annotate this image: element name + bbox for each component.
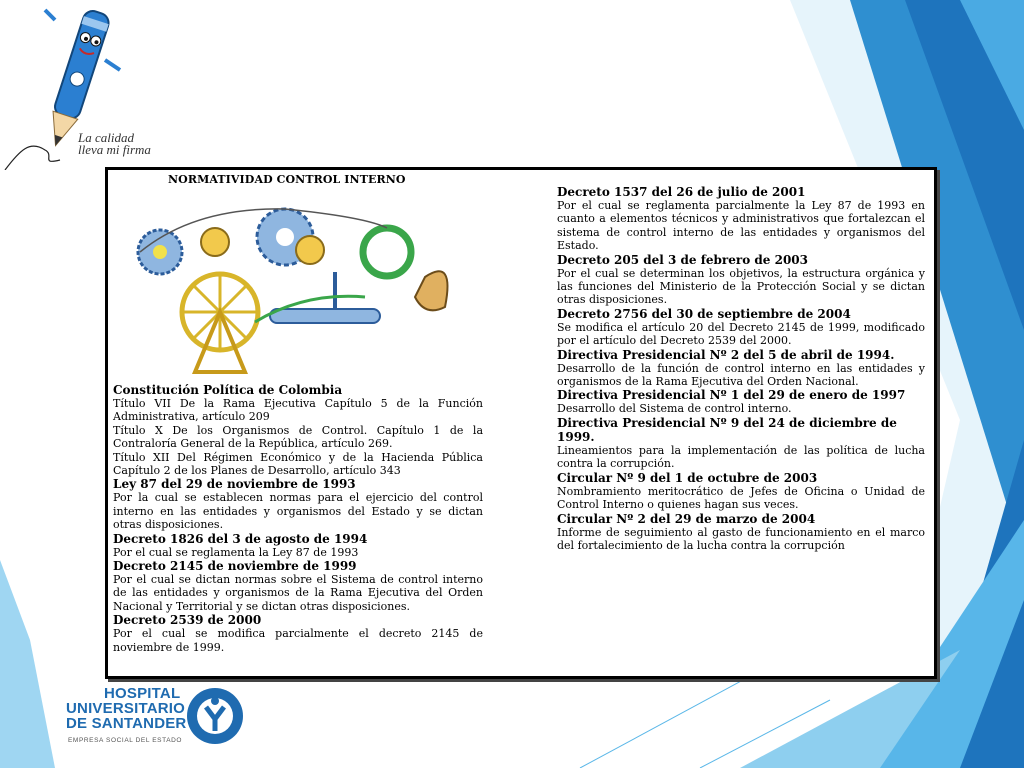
entry-heading: Directiva Presidencial Nº 9 del 24 de diciembre de 1999. [557, 415, 897, 444]
tagline [78, 132, 151, 156]
hospital-emblem-icon [184, 685, 246, 747]
entry-body: Título X De los Organismos de Control. Capítulo 1 de la Contraloría General de la República, artículo 269. [113, 423, 483, 451]
entry-heading: Decreto 2756 del 30 de septiembre de 2004 [557, 306, 851, 321]
entry-body: Título VII De la Rama Ejecutiva Capítulo 5 de la Función Administrativa, artículo 209 [113, 397, 483, 424]
entry-body: Desarrollo del Sistema de control interno. [557, 402, 792, 416]
entry-heading: Circular Nº 9 del 1 de octubre de 2003 [557, 470, 818, 485]
entry-heading: Circular Nº 2 del 29 de marzo de 2004 [557, 511, 816, 526]
document-title: NORMATIVIDAD CONTROL INTERNO [168, 173, 406, 186]
entry-heading: Constitución Política de Colombia [113, 383, 343, 397]
entry-body: Por la cual se establecen normas para el ejercicio del control interno en las entidades y organismos del Estado y se dictan otras disposiciones. [113, 491, 483, 532]
tagline-line2: lleva mi firma [78, 142, 151, 157]
entry-body: Por el cual se determinan los objetivos, la estructura orgánica y las funciones del Ministerio de la Protección Social y se dictan otras disposiciones. [557, 266, 925, 307]
entry-heading: Decreto 1537 del 26 de julio de 2001 [557, 185, 806, 199]
entry-heading: Decreto 1826 del 3 de agosto de 1994 [113, 531, 368, 546]
entry-body: Nombramiento meritocrático de Jefes de Oficina o Unidad de Control Interno o quienes hagan sus veces. [557, 484, 925, 512]
entry-body: Desarrollo de la función de control interno en las entidades y organismos de la Rama Ejecutiva del Orden Nacional. [557, 361, 925, 389]
gears-illustration [135, 197, 465, 377]
entry-heading: Decreto 205 del 3 de febrero de 2003 [557, 252, 808, 267]
entry-heading: Directiva Presidencial Nº 2 del 5 de abril de 1994. [557, 347, 895, 362]
hospital-line3: DE SANTANDER [66, 715, 187, 732]
hospital-line1: HOSPITAL [104, 685, 181, 702]
entry-body: Lineamientos para la implementación de las política de lucha contra la corrupción. [557, 443, 925, 471]
tagline-line1: La calidad [78, 130, 134, 145]
left-column [113, 383, 483, 654]
entry-heading: Decreto 2539 de 2000 [113, 613, 262, 628]
hospital-name [66, 686, 186, 731]
entry-body: Por el cual se reglamenta parcialmente la Ley 87 de 1993 en cuanto a elementos técnicos y administrativos que fortalezcan el sistema de control interno de las entidades y organismos del Estado. [557, 199, 925, 253]
entry-body: Por el cual se dictan normas sobre el Sistema de control interno de las entidades y organismos de la Rama Ejecutiva del Orden Nacional y Territorial y se dictan otras disposiciones. [113, 573, 483, 613]
entry-heading: Decreto 2145 de noviembre de 1999 [113, 559, 357, 574]
entry-body: Se modifica el artículo 20 del Decreto 2145 de 1999, modificado por el artículo del Decreto 2539 del 2000. [557, 320, 925, 348]
document-frame [105, 167, 937, 679]
entry-body: Título XII Del Régimen Económico y de la Hacienda Pública Capítulo 2 de los Planes de Desarrollo, artículo 343 [113, 450, 483, 478]
hospital-logo [66, 683, 256, 749]
right-column [557, 185, 925, 552]
hospital-subtitle: EMPRESA SOCIAL DEL ESTADO [68, 737, 183, 744]
entry-body: Informe de seguimiento al gasto de funcionamiento en el marco del fortalecimiento de la lucha contra la corrupción [557, 525, 925, 552]
entry-body: Por el cual se reglamenta la Ley 87 de 1993 [113, 545, 359, 559]
entry-heading: Ley 87 del 29 de noviembre de 1993 [113, 477, 356, 492]
entry-body: Por el cual se modifica parcialmente el decreto 2145 de noviembre de 1999. [113, 627, 483, 654]
entry-heading: Directiva Presidencial Nº 1 del 29 de enero de 1997 [557, 388, 906, 403]
hospital-line2: UNIVERSITARIO [66, 700, 185, 717]
